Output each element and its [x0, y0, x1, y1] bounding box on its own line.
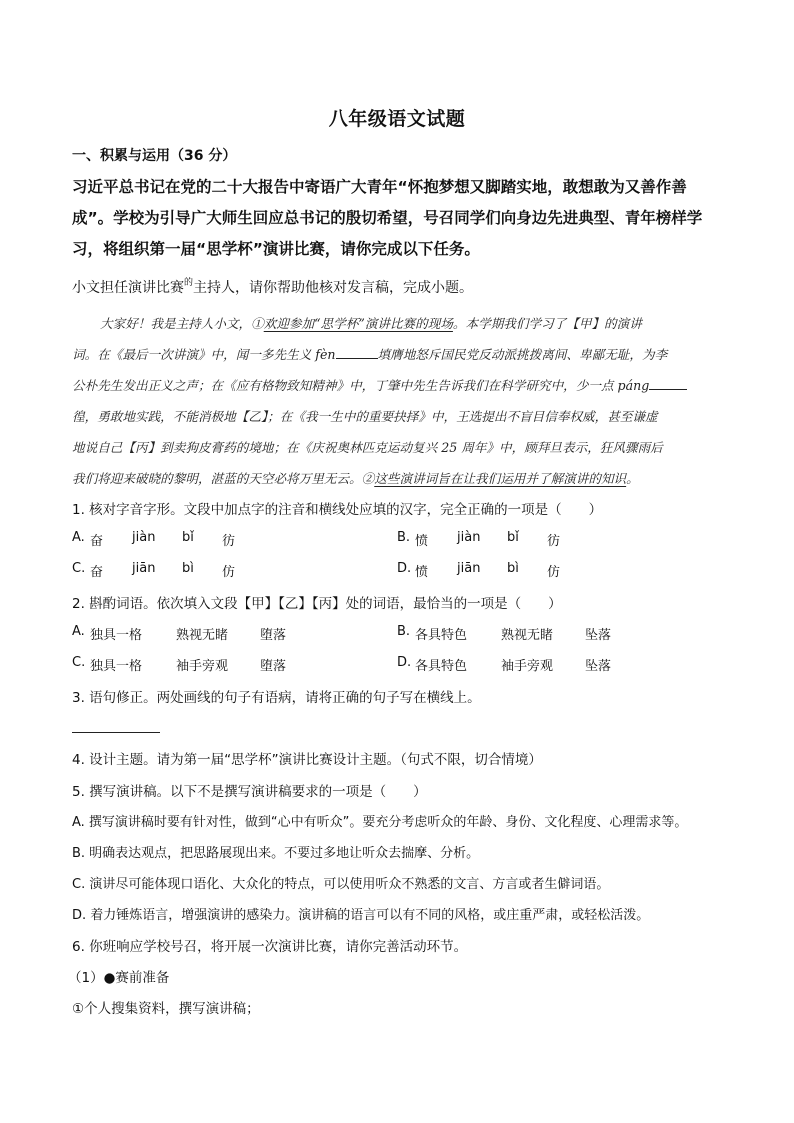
passage-text: 我们将迎来破晓的黎明，湛蓝的天空必将万里无云。②	[72, 471, 375, 486]
option-cell: 袖手旁观	[501, 659, 554, 674]
question-1-stem: 1. 核对字音字形。文段中加点字的注音和横线处应填的汉字，完全正确的一项是（ ）	[72, 502, 603, 518]
answer-line[interactable]	[72, 732, 160, 733]
question-5-stem: 5. 撰写演讲稿。以下不是撰写演讲稿要求的一项是（ ）	[72, 784, 427, 800]
question-2-stem: 2. 斟酌词语。依次填入文段【甲】【乙】【丙】处的词语，最恰当的一项是（ ）	[72, 596, 562, 612]
option-label: C.	[72, 655, 86, 670]
passage-line-1	[100, 313, 642, 332]
task-text-before: 小文担任演讲比赛	[72, 280, 184, 296]
option-cell: 各具特色	[415, 628, 468, 643]
option-cell: 熟视无睹	[501, 628, 554, 643]
question-4-stem: 4. 设计主题。请为第一届“思学杯”演讲比赛设计主题。（句式不限，切合情境）	[72, 752, 542, 768]
option-cell: 彷	[222, 534, 236, 549]
option-cell: jiàn	[132, 530, 156, 545]
passage-text: 。	[626, 471, 639, 486]
underlined-sentence-1: 欢迎参加“思学杯”演讲比赛的现场	[263, 316, 453, 331]
passage-line-3	[72, 375, 687, 394]
option-label: D.	[397, 655, 412, 670]
question-5-option-a[interactable]: A. 撰写演讲稿时要有针对性，做到“心中有听众”。要充分考虑听众的年龄、身份、文化程度、心理需求等。	[72, 815, 688, 830]
intro-line-1: 习近平总书记在党的二十大报告中寄语广大青年“怀抱梦想又脚踏实地，敢想敢为又善作善	[72, 178, 687, 196]
question-1-option-d[interactable]	[397, 561, 717, 581]
option-cell: 奋	[90, 565, 104, 580]
passage-text: 大家好！我是主持人小文，①	[100, 316, 264, 331]
intro-line-3: 习，将组织第一届“思学杯”演讲比赛，请你完成以下任务。	[72, 240, 480, 258]
option-label: B.	[397, 530, 411, 545]
option-cell: bì	[507, 561, 519, 576]
passage-line-2	[72, 344, 667, 363]
page-title: 八年级语文试题	[328, 108, 466, 130]
option-label: A.	[72, 530, 85, 545]
underlined-sentence-2: 这些演讲词旨在让我们运用并了解演讲的知识	[374, 471, 627, 486]
option-cell: 坠落	[585, 659, 612, 674]
question-5-option-c[interactable]: C. 演讲尽可能体现口语化、大众化的特点，可以使用听众不熟悉的文言、方言或者生僻词语。	[72, 877, 610, 892]
question-3-stem: 3. 语句修正。两处画线的句子有语病，请将正确的句子写在横线上。	[72, 690, 481, 706]
option-cell: 熟视无睹	[176, 628, 229, 643]
option-cell: 坠落	[585, 628, 612, 643]
question-5-option-d[interactable]: D. 着力锤炼语言，增强演讲的感染力。演讲稿的语言可以有不同的风格，或庄重严肃，或轻松活泼。	[72, 908, 650, 923]
option-label: C.	[72, 561, 86, 576]
option-cell: 独具一格	[90, 628, 143, 643]
passage-text: 公朴先生发出正义之声；在《应有格物致知精神》中，丁肇中先生告诉我们在科学研究中，少一点 páng	[72, 378, 650, 393]
question-1-option-b[interactable]	[397, 530, 717, 550]
section-heading: 一、积累与运用（36 分）	[72, 148, 237, 164]
question-2-option-b[interactable]	[397, 624, 717, 644]
question-6-item-1: ①个人搜集资料，撰写演讲稿；	[72, 1001, 260, 1017]
option-cell: 愤	[415, 565, 429, 580]
option-label: B.	[397, 624, 411, 639]
option-cell: 独具一格	[90, 659, 143, 674]
option-cell: bì	[182, 561, 194, 576]
task-text-after: 主持人，请你帮助他核对发言稿，完成小题。	[193, 280, 474, 296]
option-cell: jiān	[132, 561, 156, 576]
option-cell: bǐ	[507, 530, 519, 545]
passage-text: 填膺地怒斥国民党反动派挑拨离间、卑鄙无耻，为李	[377, 347, 668, 362]
question-2-option-d[interactable]	[397, 655, 717, 675]
superscript-char: 的	[184, 278, 194, 288]
question-1-option-c[interactable]	[72, 561, 392, 581]
passage-line-4: 徨，勇敢地实践，不能消极地【乙】；在《我一生中的重要抉择》中，王选提出不盲目信奉权威，甚至谦虚	[72, 409, 658, 424]
option-cell: 堕落	[260, 659, 287, 674]
passage-line-5: 地说自己【丙】到卖狗皮膏药的境地；在《庆祝奥林匹克运动复兴 25 周年》中，顾拜旦表示，狂风骤雨后	[72, 440, 663, 455]
option-label: A.	[72, 624, 85, 639]
passage-text: 词。在《最后一次讲演》中，闻一多先生义 fèn	[72, 347, 336, 362]
option-cell: 袖手旁观	[176, 659, 229, 674]
question-6-step-1: （1）●赛前准备	[68, 970, 170, 986]
fill-blank	[649, 377, 687, 390]
task-instruction	[72, 277, 473, 297]
option-cell: 各具特色	[415, 659, 468, 674]
passage-text: 。本学期我们学习了【甲】的演讲	[452, 316, 642, 331]
intro-line-2: 成”。学校为引导广大师生回应总书记的殷切希望，号召同学们向身边先进典型、青年榜样学	[72, 209, 703, 227]
passage-line-6	[72, 468, 639, 487]
question-5-option-b[interactable]: B. 明确表达观点，把思路展现出来。不要过多地让听众去揣摩、分析。	[72, 846, 480, 861]
question-6-stem: 6. 你班响应学校号召，将开展一次演讲比赛，请你完善活动环节。	[72, 939, 468, 955]
question-2-option-a[interactable]	[72, 624, 392, 644]
option-cell: bǐ	[182, 530, 194, 545]
option-cell: 仿	[547, 565, 561, 580]
option-cell: 彷	[547, 534, 561, 549]
option-cell: 仿	[222, 565, 236, 580]
option-cell: jiàn	[457, 530, 481, 545]
option-cell: 堕落	[260, 628, 287, 643]
option-cell: jiān	[457, 561, 481, 576]
fill-blank	[336, 346, 378, 359]
option-cell: 奋	[90, 534, 104, 549]
option-cell: 愤	[415, 534, 429, 549]
question-2-option-c[interactable]	[72, 655, 392, 675]
option-label: D.	[397, 561, 412, 576]
